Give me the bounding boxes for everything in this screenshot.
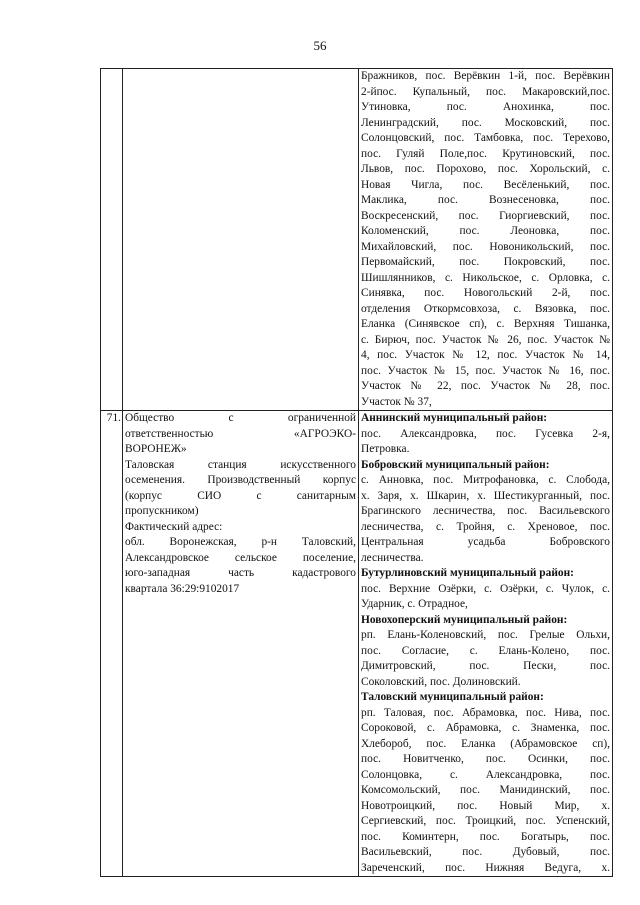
organization-cell: [123, 69, 359, 411]
text-line: пос. Верхние Озёрки, с. Озёрки, с. Чулок, с.: [361, 582, 610, 595]
text-line: Львов, пос. Порохово, пос. Хорольский, с.: [361, 163, 610, 175]
text-line: Ударник, с. Отрадное,: [361, 598, 468, 610]
text-line: обл. Воронежская, р-н Таловский,: [125, 536, 356, 548]
text-line: лесничества.: [361, 551, 424, 564]
page-number: 56: [313, 38, 327, 53]
text-line: Петровка.: [361, 443, 410, 455]
text-line: пос. Участок № 15, пос. Участок № 16, пос.: [361, 364, 610, 377]
text-line: Сороковой, с. Абрамовка, с. Знаменка, пос.: [361, 722, 610, 734]
text-line: Первомайский, пос. Покровский, пос.: [361, 256, 610, 268]
row-number: 71.: [101, 411, 123, 877]
text-line: отделения Откормсовхоза, с. Вязовка, пос.: [361, 302, 610, 315]
settlements-cell: [359, 69, 613, 411]
text-line: Еланка (Синявское сп), с. Верхняя Тишанка,: [361, 318, 610, 330]
district-heading: Бутурлиновский муниципальный район:: [361, 567, 574, 579]
table-row-71: [101, 411, 613, 877]
district-heading: Новохоперский муниципальный район:: [361, 613, 568, 626]
district-heading: Аннинский муниципальный район:: [361, 412, 548, 424]
settlements-cell: [359, 411, 613, 877]
text-line: пропускником): [125, 505, 199, 517]
text-line: Димитровский, пос. Пески, пос.: [361, 660, 610, 672]
text-line: пос. Согласие, с. Елань-Колено, пос.: [361, 644, 610, 657]
text-line: Александровское сельское поселение,: [125, 551, 356, 564]
text-line: Новая Чигла, пос. Весёленький, пос.: [361, 178, 610, 191]
text-line: лесничества, с. Тройня, с. Хреновое, пос.: [361, 520, 610, 533]
text-line: ВОРОНЕЖ»: [125, 443, 187, 455]
text-line: Воскресенский, пос. Гиоргиевский, пос.: [361, 209, 610, 222]
text-line: Утиновка, пос. Анохинка, пос.: [361, 101, 610, 113]
text-line: Солонцовка, с. Александровка, пос.: [361, 768, 610, 781]
text-line: Комсомольский, пос. Манидинский, пос.: [361, 784, 610, 796]
text-line: Синявка, пос. Новогольский 2-й, пос.: [361, 287, 610, 299]
text-line: осеменения. Производственный корпус: [125, 474, 356, 486]
text-line: Общество с ограниченной: [125, 412, 356, 424]
text-line: Сергиевский, пос. Троицкий, пос. Успенский,: [361, 815, 610, 827]
text-line: Фактический адрес:: [125, 520, 223, 533]
text-line: Солонцовский, пос. Тамбовка, пос. Терехово,: [361, 132, 610, 144]
organization-cell: [123, 411, 359, 877]
text-line: Соколовский, пос. Долиновский.: [361, 675, 521, 688]
text-line: Участок № 22, пос. Участок № 28, пос.: [361, 380, 610, 392]
text-line: Участок № 37,: [361, 395, 432, 408]
district-heading: Таловский муниципальный район:: [361, 691, 544, 703]
text-line: Хлебороб, пос. Еланка (Абрамовское сп),: [361, 737, 610, 750]
document-table: [100, 68, 613, 877]
text-line: рп. Елань-Коленовский, пос. Грелые Ольхи,: [361, 629, 610, 641]
text-line: х. Заря, х. Шкарин, х. Шестикурганный, пос.: [361, 489, 610, 502]
text-line: Центральная усадьба Бобровского: [361, 536, 610, 548]
text-line: пос. Александровка, пос. Гусевка 2-я,: [361, 427, 610, 440]
text-line: Михайловский, пос. Новоникольский, пос.: [361, 240, 610, 253]
table-row-continued: [101, 69, 613, 411]
text-line: Маклика, пос. Вознесеновка, пос.: [361, 194, 610, 206]
text-line: 2-йпос. Купальный, пос. Макаровский,пос.: [361, 85, 610, 98]
text-line: с. Анновка, пос. Митрофановка, с. Слобода,: [361, 474, 610, 486]
text-line: Шишлянников, с. Никольское, с. Орловка, с.: [361, 271, 610, 284]
text-line: юго-западная часть кадастрового: [125, 567, 356, 579]
text-line: Ленинградский, пос. Московский, пос.: [361, 116, 610, 129]
district-heading: Бобровский муниципальный район:: [361, 458, 550, 471]
text-line: Таловская станция искусственного: [125, 458, 356, 471]
text-line: Васильевский, пос. Дубовый, пос.: [361, 846, 610, 858]
text-line: рп. Таловая, пос. Абрамовка, пос. Нива, пос.: [361, 706, 610, 719]
text-line: ответственностью «АГРОЭКО-: [125, 427, 356, 440]
text-line: Зареченский, пос. Нижняя Ведуга, х.: [361, 861, 610, 874]
text-line: Брагинского лесничества, пос. Васильевского: [361, 505, 610, 517]
text-line: Коломенский, пос. Леоновка, пос.: [361, 225, 610, 237]
text-line: пос. Коминтерн, пос. Богатырь, пос.: [361, 830, 610, 843]
text-line: квартала 36:29:9102017: [125, 582, 240, 595]
text-line: пос. Гуляй Поле,пос. Крутиновский, пос.: [361, 147, 610, 160]
text-line: Новотроицкий, пос. Новый Мир, х.: [361, 799, 610, 812]
text-line: 4, пос. Участок № 12, пос. Участок № 14,: [361, 349, 610, 361]
text-line: пос. Новитченко, пос. Осинки, пос.: [361, 753, 610, 765]
text-line: Бражников, пос. Верёвкин 1-й, пос. Верёвкин: [361, 70, 610, 82]
text-line: (корпус СИО с санитарным: [125, 489, 356, 502]
number-cell: [101, 69, 123, 411]
text-line: с. Бирюч, пос. Участок № 26, пос. Участок №: [361, 333, 610, 346]
